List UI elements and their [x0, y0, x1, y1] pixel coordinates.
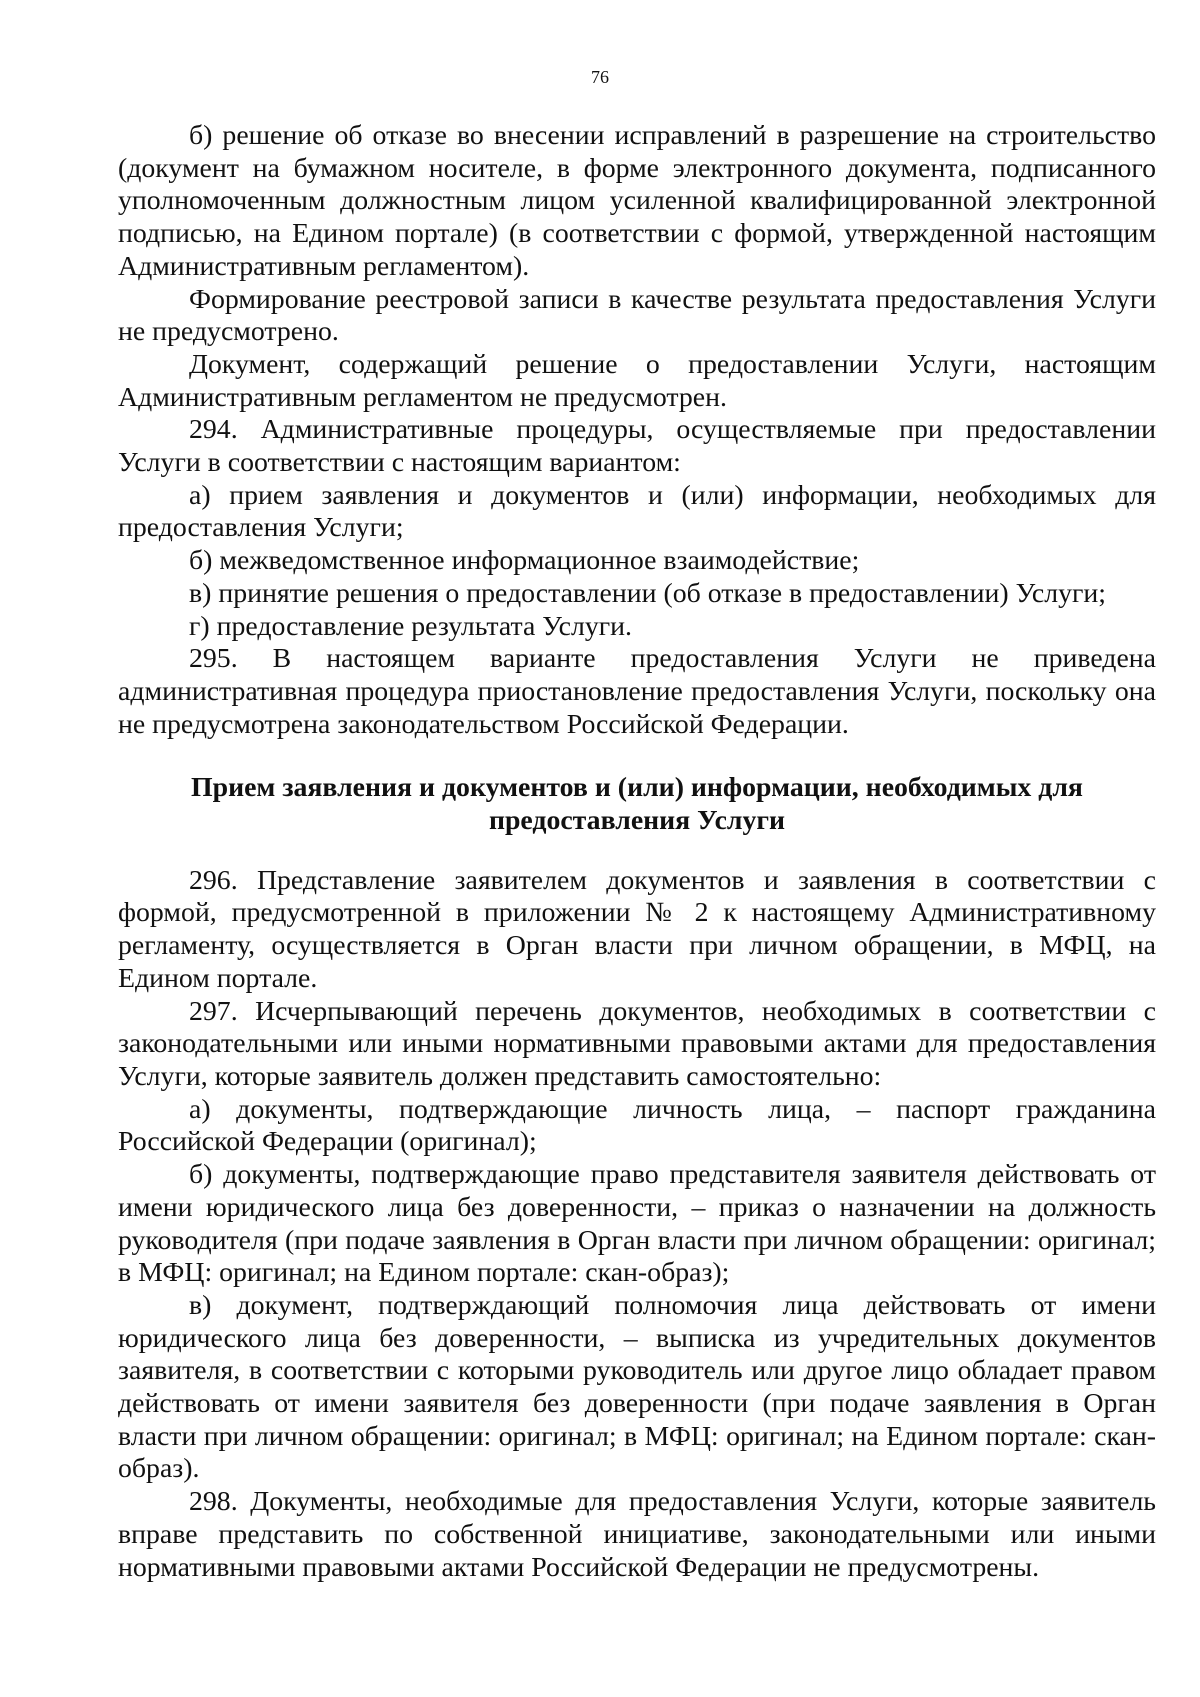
list-item-297-b: б) документы, подтверждающие право представителя заявителя действовать от имени юридического лица без доверенности, – приказ о назначении на должность руководителя (при подаче заявления в Орган власти при личном обращении: оригинал; в МФЦ: оригинал; на Едином портале: скан-образ); [118, 1159, 1156, 1289]
page-number: 76 [591, 67, 609, 87]
paragraph-295: 295. В настоящем варианте предоставления Услуги не приведена административная процедура приостановление предоставления Услуги, поскольку она не предусмотрена законодательством Российской Федерации. [118, 643, 1156, 740]
paragraph-296: 296. Представление заявителем документов и заявления в соответствии с формой, предусмотренной в приложении № 2 к настоящему Административному регламенту, осуществляется в Орган власти при личном обращении, в МФЦ, на Едином портале. [118, 864, 1156, 994]
list-item-294-b: б) межведомственное информационное взаимодействие; [189, 545, 860, 577]
paragraph-297: 297. Исчерпывающий перечень документов, необходимых в соответствии с законодательными или иными нормативными правовыми актами для предоставления Услуги, которые заявитель должен представить самостоятельно: [118, 995, 1156, 1092]
paragraph-registry-record: Формирование реестровой записи в качестве результата предоставления Услуги не предусмотрено. [118, 283, 1156, 348]
section-heading: Прием заявления и документов и (или) информации, необходимых для предоставления Услуги [191, 772, 1083, 837]
list-item-294-a: а) прием заявления и документов и (или) информации, необходимых для предоставления Услуги; [118, 479, 1156, 544]
list-item-297-a: а) документы, подтверждающие личность лица, – паспорт гражданина Российской Федерации (оригинал); [118, 1093, 1156, 1158]
list-item-294-d: г) предоставление результата Услуги. [189, 610, 632, 642]
list-item-297-c: в) документ, подтверждающий полномочия лица действовать от имени юридического лица без доверенности, – выписка из учредительных документов заявителя, в соответствии с которыми руководитель или другое лицо обладает правом действовать от имени заявителя без доверенности (при подаче заявления в Орган власти при личном обращении: оригинал; в МФЦ: оригинал; на Едином портале: скан-образ). [118, 1289, 1156, 1485]
paragraph-result-refusal: б) решение об отказе во внесении исправлений в разрешение на строительство (документ на бумажном носителе, в форме электронного документа, подписанного уполномоченным должностным лицом усиленной квалифицированной электронной подписью, на Едином портале) (в соответствии с формой, утвержденной настоящим Административным регламентом). [118, 120, 1156, 282]
list-item-294-c: в) принятие решения о предоставлении (об отказе в предоставлении) Услуги; [189, 577, 1107, 609]
paragraph-298: 298. Документы, необходимые для предоставления Услуги, которые заявитель вправе представить по собственной инициативе, законодательными или иными нормативными правовыми актами Российской Федерации не предусмотрены. [118, 1486, 1156, 1583]
paragraph-294: 294. Административные процедуры, осуществляемые при предоставлении Услуги в соответствии с настоящим вариантом: [118, 414, 1156, 479]
document-body [118, 120, 1156, 1584]
paragraph-decision-document: Документ, содержащий решение о предоставлении Услуги, настоящим Административным регламентом не предусмотрен. [118, 348, 1156, 413]
